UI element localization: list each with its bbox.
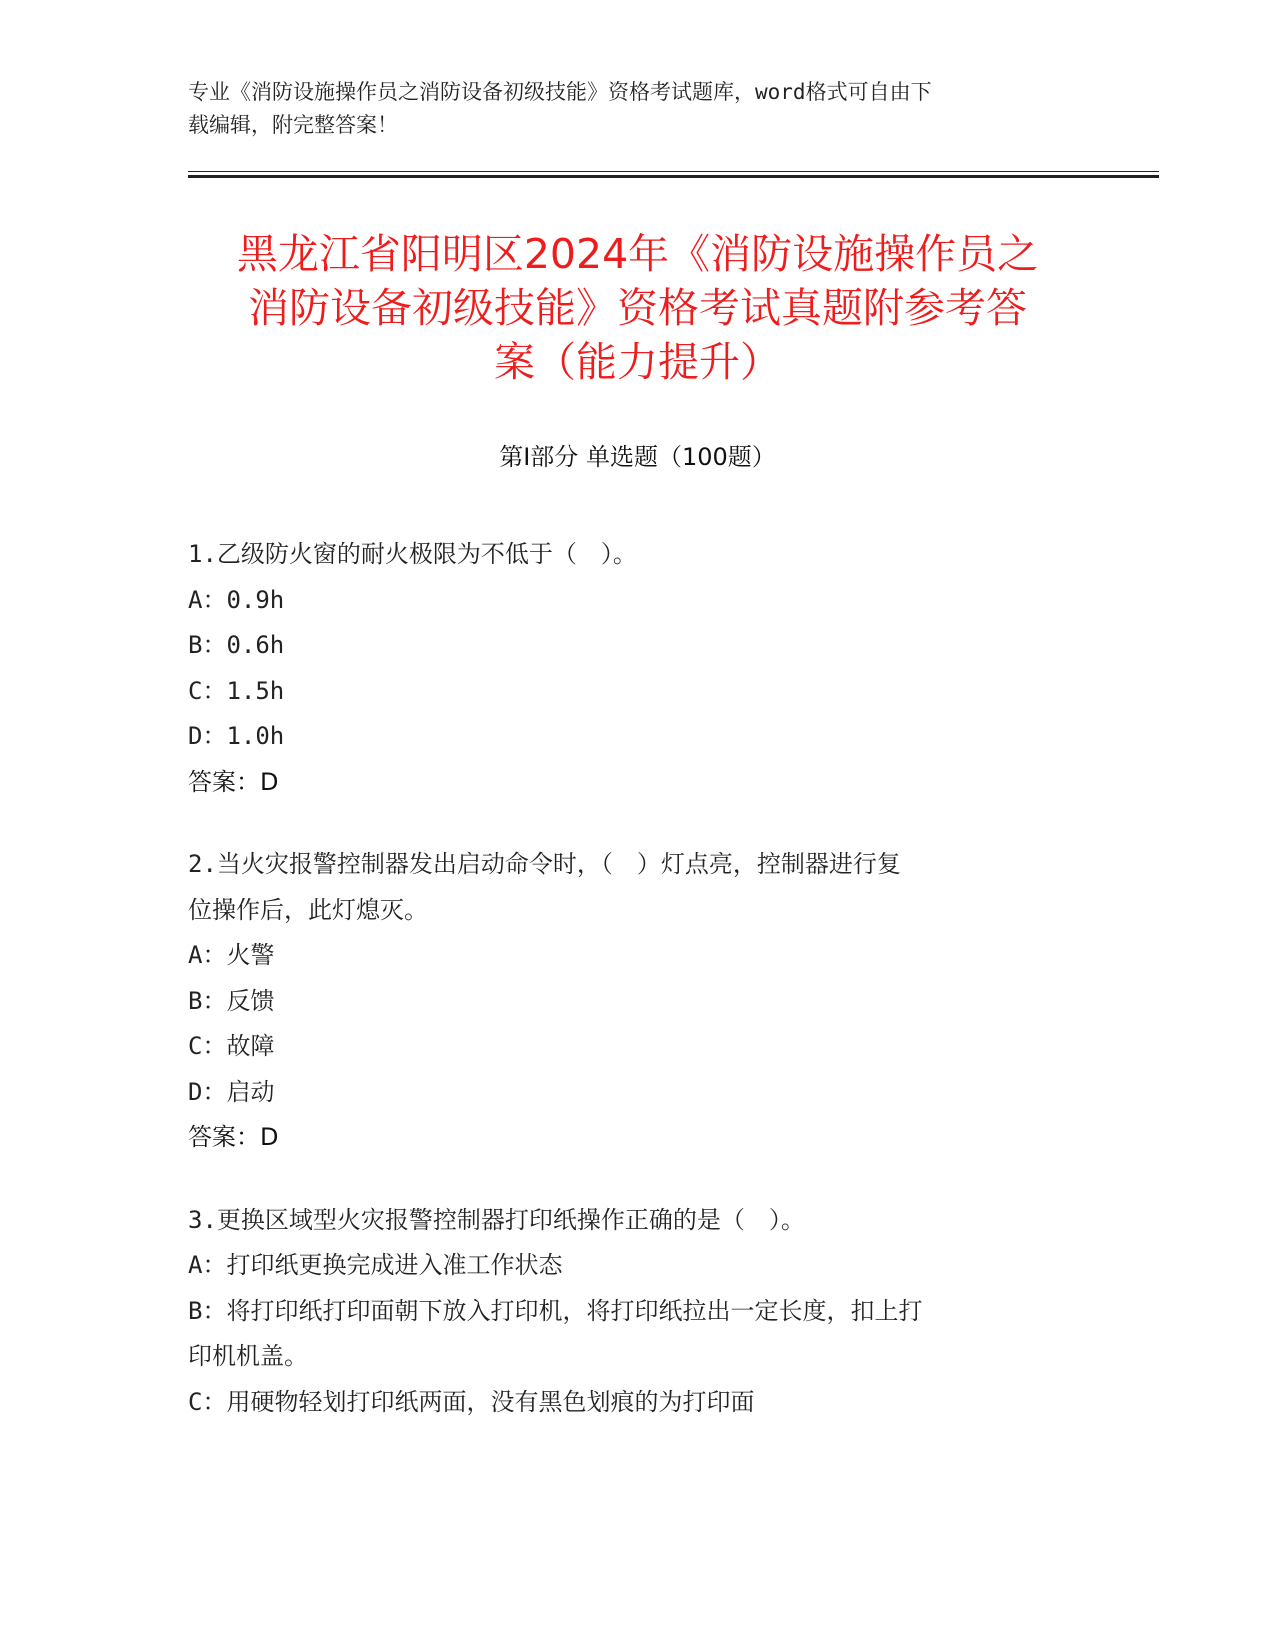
question-1-option-a: A：0.9h — [188, 585, 285, 614]
question-3-option-a: A：打印纸更换完成进入准工作状态 — [188, 1251, 563, 1279]
question-2 — [188, 842, 1088, 1161]
question-1-stem: 1.乙级防火窗的耐火极限为不低于（ ）。 — [188, 540, 637, 568]
document-title-line-2: 消防设备初级技能》资格考试真题附参考答 — [248, 284, 1027, 332]
question-2-stem-line-2: 位操作后，此灯熄灭。 — [188, 895, 428, 924]
question-2-option-c: C：故障 — [188, 1032, 275, 1060]
section-title: 第Ⅰ部分 单选题（100题） — [499, 443, 776, 471]
question-1 — [188, 532, 1088, 805]
question-2-option-d: D：启动 — [188, 1077, 275, 1106]
question-1-option-c: C：1.5h — [188, 676, 285, 705]
question-2-option-a: A：火警 — [188, 941, 275, 969]
header-note — [188, 76, 1068, 142]
question-1-option-d: D：1.0h — [188, 722, 285, 750]
question-2-answer: 答案：D — [188, 1123, 279, 1151]
header-note-line-1: 专业《消防设施操作员之消防设备初级技能》资格考试题库，word格式可自由下 — [188, 80, 932, 104]
header-note-line-2: 载编辑，附完整答案！ — [188, 113, 398, 137]
header-rule-thick — [188, 175, 1159, 178]
question-3-option-c: C：用硬物轻划打印纸两面，没有黑色划痕的为打印面 — [188, 1387, 755, 1416]
header-rule-thin — [188, 171, 1159, 172]
question-3 — [188, 1198, 1088, 1426]
question-2-stem-line-1: 2.当火灾报警控制器发出启动命令时，（ ）灯点亮，控制器进行复 — [188, 850, 901, 878]
document-title — [150, 227, 1125, 389]
question-1-option-b: B：0.6h — [188, 631, 285, 659]
question-1-answer: 答案：D — [188, 767, 279, 796]
question-3-stem: 3.更换区域型火灾报警控制器打印纸操作正确的是（ ）。 — [188, 1205, 805, 1234]
document-title-line-3: 案（能力提升） — [494, 338, 781, 386]
question-2-option-b: B：反馈 — [188, 986, 275, 1015]
question-list — [188, 532, 1088, 1462]
question-3-option-b: B：将打印纸打印面朝下放入打印机，将打印纸拉出一定长度，扣上打 印机机盖。 — [188, 1296, 923, 1370]
document-title-line-1: 黑龙江省阳明区2024年《消防设施操作员之 — [236, 230, 1039, 278]
